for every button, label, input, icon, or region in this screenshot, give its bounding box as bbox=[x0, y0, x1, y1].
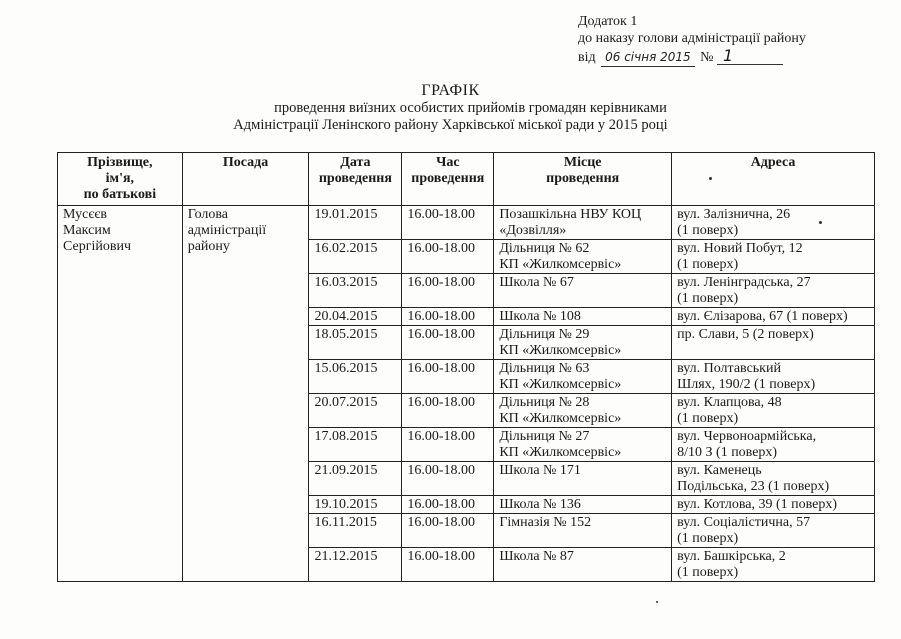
place-line: Дільниця № 28 bbox=[499, 395, 590, 410]
col-header-position bbox=[182, 153, 309, 206]
handwritten-number: 1 bbox=[717, 47, 783, 65]
address-cell bbox=[672, 360, 875, 394]
address-line: вул. Єлізарова, 67 (1 поверх) bbox=[677, 309, 848, 324]
address-line: 8/10 З (1 поверх) bbox=[677, 445, 778, 460]
schedule-table bbox=[57, 152, 875, 582]
place-line: Школа № 171 bbox=[499, 463, 581, 478]
person-position-cell bbox=[182, 206, 309, 582]
place-line: Дільниця № 63 bbox=[499, 361, 590, 376]
address-line: вул. Червоноармійська, bbox=[677, 429, 817, 444]
place-line: КП «Жилкомсервіс» bbox=[499, 343, 622, 358]
time-cell: 16.00-18.00 bbox=[402, 240, 494, 274]
place-cell bbox=[494, 394, 672, 428]
scan-speck bbox=[656, 601, 658, 603]
col-header-date bbox=[309, 153, 402, 206]
document-title: ГРАФІК bbox=[421, 82, 480, 99]
address-cell bbox=[672, 326, 875, 360]
place-line: КП «Жилкомсервіс» bbox=[499, 411, 622, 426]
address-line: (1 поверх) bbox=[677, 565, 739, 580]
address-line: (1 поверх) bbox=[677, 223, 739, 238]
header-text: Адреса bbox=[750, 155, 796, 170]
address-cell bbox=[672, 274, 875, 308]
person-name-line: Максим bbox=[63, 223, 111, 238]
address-line: вул. Соціалістична, 57 bbox=[677, 515, 811, 530]
address-cell bbox=[672, 308, 875, 326]
place-cell bbox=[494, 326, 672, 360]
appendix-line-1: Додаток 1 bbox=[578, 14, 638, 29]
address-line: (1 поверх) bbox=[677, 411, 739, 426]
person-name-line: Сергійович bbox=[63, 239, 131, 254]
time-cell: 16.00-18.00 bbox=[402, 462, 494, 496]
header-text: Прізвище, bbox=[87, 155, 153, 170]
document-subtitle-1: проведення виїзних особистих прийомів громадян керівниками bbox=[274, 100, 667, 116]
place-line: КП «Жилкомсервіс» bbox=[499, 377, 622, 392]
scan-speck bbox=[819, 221, 822, 224]
place-line: Позашкільна НВУ КОЦ bbox=[499, 207, 642, 222]
person-name-line: Мусєєв bbox=[63, 207, 107, 222]
appendix-block bbox=[578, 13, 806, 67]
person-name-cell bbox=[58, 206, 183, 582]
date-cell: 18.05.2015 bbox=[309, 326, 402, 360]
date-cell: 19.01.2015 bbox=[309, 206, 402, 240]
appendix-number-label: № bbox=[700, 50, 714, 65]
header-text: проведення bbox=[318, 171, 392, 186]
place-line: Школа № 136 bbox=[499, 497, 581, 512]
header-text: проведення bbox=[546, 171, 620, 186]
address-line: вул. Каменець bbox=[677, 463, 762, 478]
time-cell: 16.00-18.00 bbox=[402, 274, 494, 308]
table-body bbox=[58, 206, 875, 582]
header-text: Посада bbox=[222, 155, 269, 170]
header-text: Місце bbox=[563, 155, 602, 170]
address-line: Шлях, 190/2 (1 поверх) bbox=[677, 377, 816, 392]
place-cell bbox=[494, 496, 672, 514]
header-text: проведення bbox=[411, 171, 485, 186]
place-line: КП «Жилкомсервіс» bbox=[499, 257, 622, 272]
place-cell bbox=[494, 206, 672, 240]
address-line: (1 поверх) bbox=[677, 257, 739, 272]
address-line: вул. Котлова, 39 (1 поверх) bbox=[677, 497, 838, 512]
date-cell: 17.08.2015 bbox=[309, 428, 402, 462]
header-text: ім'я, bbox=[105, 171, 135, 186]
address-cell bbox=[672, 394, 875, 428]
appendix-date-prefix: від bbox=[578, 50, 596, 65]
address-line: вул. Клапцова, 48 bbox=[677, 395, 782, 410]
place-line: Дільниця № 29 bbox=[499, 327, 590, 342]
date-cell: 21.12.2015 bbox=[309, 548, 402, 582]
place-line: «Дозвілля» bbox=[499, 223, 567, 238]
time-cell: 16.00-18.00 bbox=[402, 394, 494, 428]
address-line: (1 поверх) bbox=[677, 531, 739, 546]
place-cell bbox=[494, 274, 672, 308]
address-cell bbox=[672, 462, 875, 496]
person-position-line: адміністрації bbox=[187, 223, 267, 238]
address-cell bbox=[672, 496, 875, 514]
address-line: вул. Залізнична, 26 bbox=[677, 207, 791, 222]
handwritten-date: 06 січня 2015 bbox=[601, 49, 695, 67]
date-cell: 19.10.2015 bbox=[309, 496, 402, 514]
place-line: КП «Жилкомсервіс» bbox=[499, 445, 622, 460]
date-cell: 16.02.2015 bbox=[309, 240, 402, 274]
time-cell: 16.00-18.00 bbox=[402, 548, 494, 582]
col-header-name bbox=[58, 153, 183, 206]
address-line: вул. Новий Побут, 12 bbox=[677, 241, 803, 256]
place-cell bbox=[494, 360, 672, 394]
address-cell bbox=[672, 206, 875, 240]
address-line: вул. Полтавський bbox=[677, 361, 781, 376]
place-cell bbox=[494, 514, 672, 548]
time-cell: 16.00-18.00 bbox=[402, 496, 494, 514]
address-line: вул. Ленінградська, 27 bbox=[677, 275, 811, 290]
col-header-address bbox=[672, 153, 875, 206]
address-cell bbox=[672, 428, 875, 462]
scan-speck bbox=[709, 177, 712, 180]
time-cell: 16.00-18.00 bbox=[402, 206, 494, 240]
time-cell: 16.00-18.00 bbox=[402, 308, 494, 326]
place-line: Дільниця № 62 bbox=[499, 241, 590, 256]
place-line: Школа № 87 bbox=[499, 549, 574, 564]
table-header-row bbox=[58, 153, 875, 206]
person-position-line: Голова bbox=[187, 207, 229, 222]
time-cell: 16.00-18.00 bbox=[402, 326, 494, 360]
place-line: Школа № 67 bbox=[499, 275, 574, 290]
header-text: по батькові bbox=[83, 187, 157, 202]
appendix-line-3 bbox=[578, 47, 806, 67]
time-cell: 16.00-18.00 bbox=[402, 360, 494, 394]
time-cell: 16.00-18.00 bbox=[402, 428, 494, 462]
date-cell: 20.04.2015 bbox=[309, 308, 402, 326]
address-cell bbox=[672, 240, 875, 274]
document-heading bbox=[0, 82, 901, 134]
appendix-line-2: до наказу голови адміністрації району bbox=[578, 31, 806, 46]
date-cell: 15.06.2015 bbox=[309, 360, 402, 394]
address-line: вул. Башкірська, 2 bbox=[677, 549, 786, 564]
col-header-time bbox=[402, 153, 494, 206]
time-cell: 16.00-18.00 bbox=[402, 514, 494, 548]
address-cell bbox=[672, 548, 875, 582]
place-line: Гімназія № 152 bbox=[499, 515, 592, 530]
table-row bbox=[58, 206, 875, 240]
document-subtitle-2: Адміністрації Ленінского району Харківської міської ради у 2015 році bbox=[233, 117, 668, 133]
place-cell bbox=[494, 240, 672, 274]
address-line: Подільська, 23 (1 поверх) bbox=[677, 479, 830, 494]
header-text: Дата bbox=[340, 155, 371, 170]
date-cell: 16.03.2015 bbox=[309, 274, 402, 308]
place-cell bbox=[494, 462, 672, 496]
address-cell bbox=[672, 514, 875, 548]
date-cell: 21.09.2015 bbox=[309, 462, 402, 496]
address-line: (1 поверх) bbox=[677, 291, 739, 306]
place-cell bbox=[494, 548, 672, 582]
place-line: Дільниця № 27 bbox=[499, 429, 590, 444]
place-line: Школа № 108 bbox=[499, 309, 581, 324]
date-cell: 16.11.2015 bbox=[309, 514, 402, 548]
col-header-place bbox=[494, 153, 672, 206]
person-position-line: району bbox=[187, 239, 230, 254]
place-cell bbox=[494, 428, 672, 462]
address-line: пр. Слави, 5 (2 поверх) bbox=[677, 327, 814, 342]
place-cell bbox=[494, 308, 672, 326]
header-text: Час bbox=[436, 155, 460, 170]
date-cell: 20.07.2015 bbox=[309, 394, 402, 428]
